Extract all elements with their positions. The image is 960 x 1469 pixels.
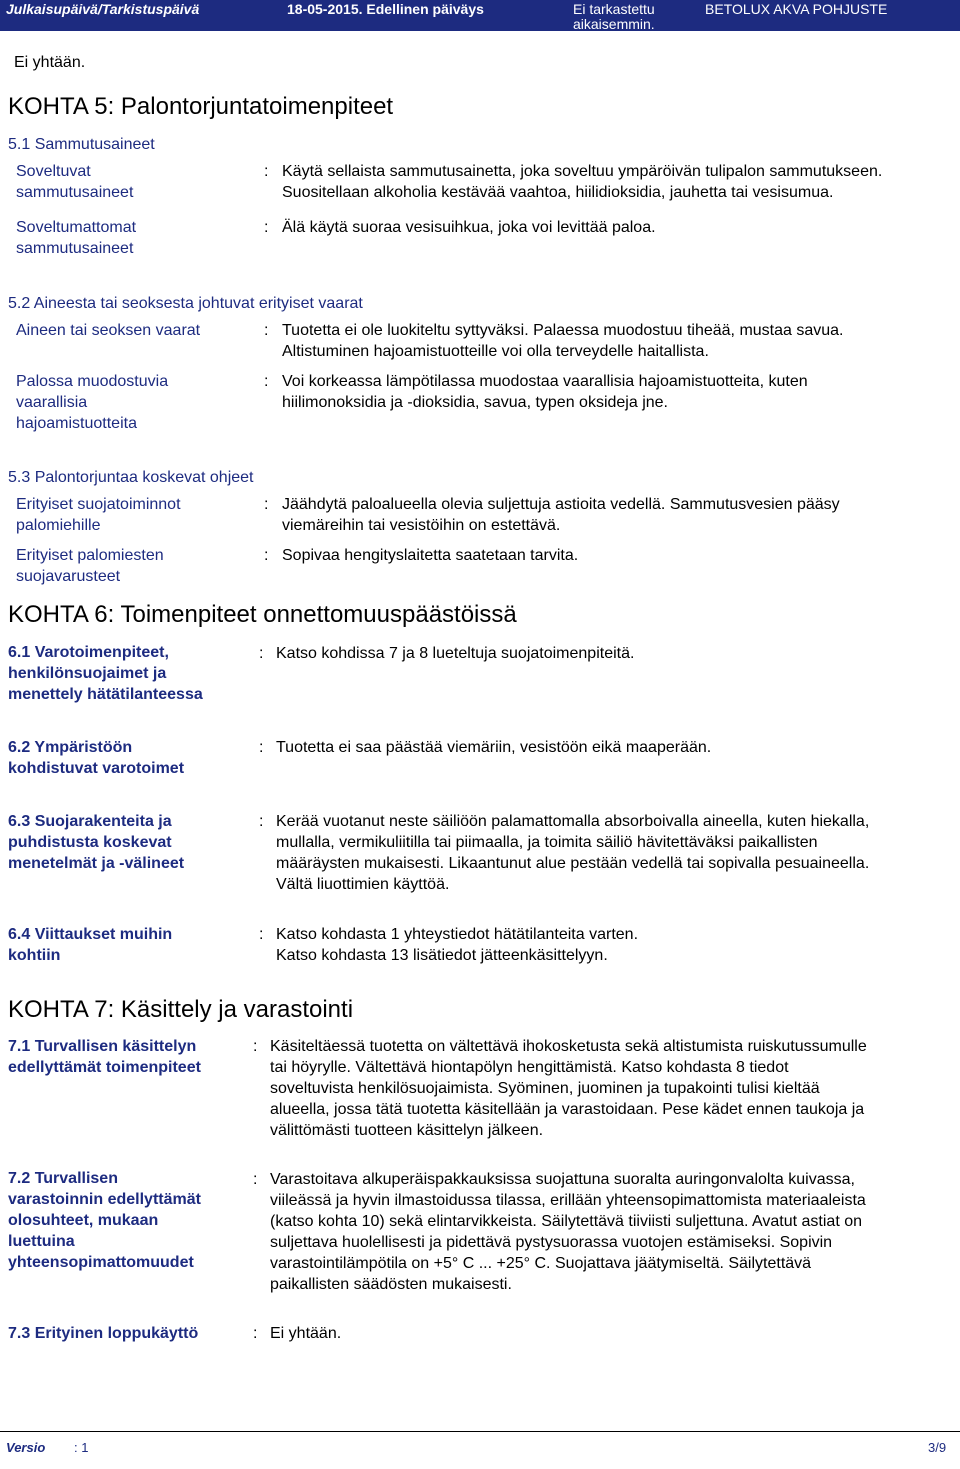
text-line: varastointilämpötila on +5° C ... +25° C. Suojattava jäätymiseltä. Säilytettävä	[270, 1255, 812, 1272]
text-line: Tuotetta ei ole luokiteltu syttyväksi. Palaessa muodostuu tiheää, mustaa savua.	[282, 322, 844, 339]
label-combustion-products	[16, 371, 168, 434]
label-line: olosuhteet, mukaan	[8, 1212, 159, 1229]
text-line: välittömästi tuotteen käsittelyn jälkeen.	[270, 1122, 544, 1139]
text-line: mullalla, vermikuliitilla tai piimaalla, ja toimita säiliö hävitettäväksi paikallisten	[276, 834, 818, 851]
combustion-products-text	[282, 371, 808, 413]
firefighter-actions-text	[282, 494, 840, 536]
colon: :	[264, 322, 269, 339]
text-line: paikallisten säädösten mukaisesti.	[270, 1276, 512, 1293]
label-line: Soveltuvat	[16, 163, 91, 180]
header-note-line1: Ei tarkastettu	[573, 1, 655, 17]
label-line: kohdistuvat varotoimet	[8, 760, 185, 777]
text-line: Altistuminen hajoamistuotteille voi olla terveydelle haitallista.	[282, 343, 709, 360]
firefighter-equipment-text: Sopivaa hengityslaitetta saatetaan tarvita.	[282, 547, 579, 564]
label-line: yhteensopimattomuudet	[8, 1254, 194, 1271]
colon: :	[259, 813, 264, 830]
text-7-2	[270, 1169, 866, 1295]
colon: :	[264, 547, 269, 564]
label-line: 6.2 Ympäristöön	[8, 739, 133, 756]
text-line: hiilimonoksidia ja -dioksidia, savua, typen oksideja jne.	[282, 394, 668, 411]
substance-hazards-text	[282, 320, 844, 362]
text-7-1	[270, 1036, 867, 1141]
colon: :	[264, 163, 269, 180]
label-line: hajoamistuotteita	[16, 415, 137, 432]
label-line: Erityiset palomiesten	[16, 547, 164, 564]
label-7-2	[8, 1168, 201, 1273]
colon: :	[253, 1325, 258, 1342]
text-line: Käytä sellaista sammutusainetta, joka soveltuu ympäröivän tulipalon sammutukseen.	[282, 163, 883, 180]
subsection-5-3: 5.3 Palontorjuntaa koskevat ohjeet	[8, 469, 254, 486]
label-firefighter-equipment	[16, 545, 164, 587]
text-line: Varastoitava alkuperäispakkauksissa suojattuna suoralta auringonvalolta kuivassa,	[270, 1171, 855, 1188]
unsuitable-agents-text: Älä käytä suoraa vesisuihkua, joka voi levittää paloa.	[282, 219, 656, 236]
colon: :	[264, 496, 269, 513]
text-line: viileässä ja hyvin ilmastoidussa tilassa, erillään yhteensopimattomista materiaaleista	[270, 1192, 866, 1209]
label-line: 6.4 Viittaukset muihin	[8, 926, 173, 943]
colon: :	[253, 1038, 258, 1055]
label-7-1	[8, 1036, 201, 1078]
text-line: Suositellaan alkoholia kestävää vaahtoa, hiilidioksidia, jauhetta tai vesisumua.	[282, 184, 834, 201]
label-firefighter-actions	[16, 494, 181, 536]
section-6-title: KOHTA 6: Toimenpiteet onnettomuuspäästöissä	[8, 601, 517, 628]
text-line: Kerää vuotanut neste säiliöön palamattomalla absorboivalla aineella, kuten hiekalla,	[276, 813, 870, 830]
label-line: Soveltumattomat	[16, 219, 137, 236]
footer-version-label: Versio	[6, 1440, 46, 1455]
label-substance-hazards: Aineen tai seoksen vaarat	[16, 322, 201, 339]
label-line: luettuina	[8, 1233, 75, 1250]
label-line: kohtiin	[8, 947, 61, 964]
label-suitable-agents	[16, 161, 133, 203]
header-label: Julkaisupäivä/Tarkistuspäivä	[6, 1, 200, 17]
footer-page-number: 3/9	[928, 1440, 947, 1455]
label-6-3	[8, 811, 184, 874]
section-5-title: KOHTA 5: Palontorjuntatoimenpiteet	[8, 93, 394, 120]
text-line: (katso kohta 10) sekä elintarvikkeista. Säilytettävä tiiviisti suljettuna. Avatut astiat on	[270, 1213, 862, 1230]
label-line: 7.1 Turvallisen käsittelyn	[8, 1038, 197, 1055]
label-line: suojavarusteet	[16, 568, 121, 585]
label-6-4	[8, 924, 172, 966]
subsection-5-2: 5.2 Aineesta tai seoksesta johtuvat erityiset vaarat	[8, 295, 363, 312]
text-6-1: Katso kohdissa 7 ja 8 lueteltuja suojatoimenpiteitä.	[276, 645, 635, 662]
label-line: sammutusaineet	[16, 240, 134, 257]
footer-version-value: : 1	[74, 1440, 89, 1455]
text-line: Käsiteltäessä tuotetta on vältettävä ihokosketusta sekä altistumista ruiskutussumulle	[270, 1038, 867, 1055]
label-line: henkilönsuojaimet ja	[8, 665, 167, 682]
label-line: menettely hätätilanteessa	[8, 686, 203, 703]
label-line: menetelmät ja -välineet	[8, 855, 185, 872]
colon: :	[253, 1171, 258, 1188]
label-line: 7.2 Turvallisen	[8, 1170, 118, 1187]
intro-text: Ei yhtään.	[14, 54, 86, 71]
header-note-line2: aikaisemmin.	[573, 16, 655, 32]
text-line: Katso kohdasta 1 yhteystiedot hätätilanteita varten.	[276, 926, 639, 943]
label-line: edellyttämät toimenpiteet	[8, 1059, 201, 1076]
colon: :	[259, 926, 264, 943]
text-line: suljettava huolellisesti ja pidettävä pystysuorassa vuotojen estämiseksi. Sopivin	[270, 1234, 833, 1251]
colon: :	[259, 739, 264, 756]
text-line: määräysten mukaisesti. Likaantunut alue pestään vedellä tai sopivalla pesuaineella.	[276, 855, 870, 872]
label-line: 6.1 Varotoimenpiteet,	[8, 644, 169, 661]
label-line: vaarallisia	[16, 394, 88, 411]
header-product: BETOLUX AKVA POHJUSTE	[705, 1, 888, 17]
text-line: Jäähdytä paloalueella olevia suljettuja astioita vedellä. Sammutusvesien pääsy	[282, 496, 840, 513]
text-6-3	[276, 811, 869, 895]
colon: :	[264, 373, 269, 390]
text-line: Katso kohdasta 13 lisätiedot jätteenkäsittelyyn.	[276, 947, 608, 964]
page-header	[0, 0, 960, 31]
page-footer	[0, 1431, 960, 1460]
section-7-title: KOHTA 7: Käsittely ja varastointi	[8, 996, 354, 1023]
text-6-4	[276, 924, 638, 966]
colon: :	[259, 645, 264, 662]
suitable-agents-text	[282, 161, 882, 203]
label-unsuitable-agents	[16, 217, 136, 259]
text-line: Voi korkeassa lämpötilassa muodostaa vaarallisia hajoamistuotteita, kuten	[282, 373, 808, 390]
label-line: sammutusaineet	[16, 184, 134, 201]
label-line: 6.3 Suojarakenteita ja	[8, 813, 172, 830]
label-line: varastoinnin edellyttämät	[8, 1191, 201, 1208]
label-line: puhdistusta koskevat	[8, 834, 172, 851]
text-6-2: Tuotetta ei saa päästää viemäriin, vesistöön eikä maaperään.	[276, 739, 712, 756]
text-7-3: Ei yhtään.	[270, 1325, 342, 1342]
text-line: alueella, jossa tätä tuotetta käsitellään ja varastoidaan. Pese kädet ennen taukoja ja	[270, 1101, 865, 1118]
text-line: tai höyrylle. Vältettävä hiontapölyn hengittämistä. Katso kohdasta 8 tiedot	[270, 1059, 789, 1076]
label-line: palomiehille	[16, 517, 101, 534]
label-line: Erityiset suojatoiminnot	[16, 496, 181, 513]
label-7-3: 7.3 Erityinen loppukäyttö	[8, 1325, 199, 1342]
text-line: soveltuvista henkilösuojaimista. Syöminen, juominen ja tupakointi tulisi kieltää	[270, 1080, 820, 1097]
text-line: Vältä liuottimien käyttöä.	[276, 876, 450, 893]
label-line: Palossa muodostuvia	[16, 373, 169, 390]
colon: :	[264, 219, 269, 236]
label-6-2	[8, 737, 184, 779]
header-date: 18-05-2015. Edellinen päiväys	[287, 1, 484, 17]
text-line: viemäreihin tai vesistöihin on estettävä.	[282, 517, 561, 534]
subsection-5-1: 5.1 Sammutusaineet	[8, 136, 155, 153]
label-6-1	[8, 642, 203, 705]
